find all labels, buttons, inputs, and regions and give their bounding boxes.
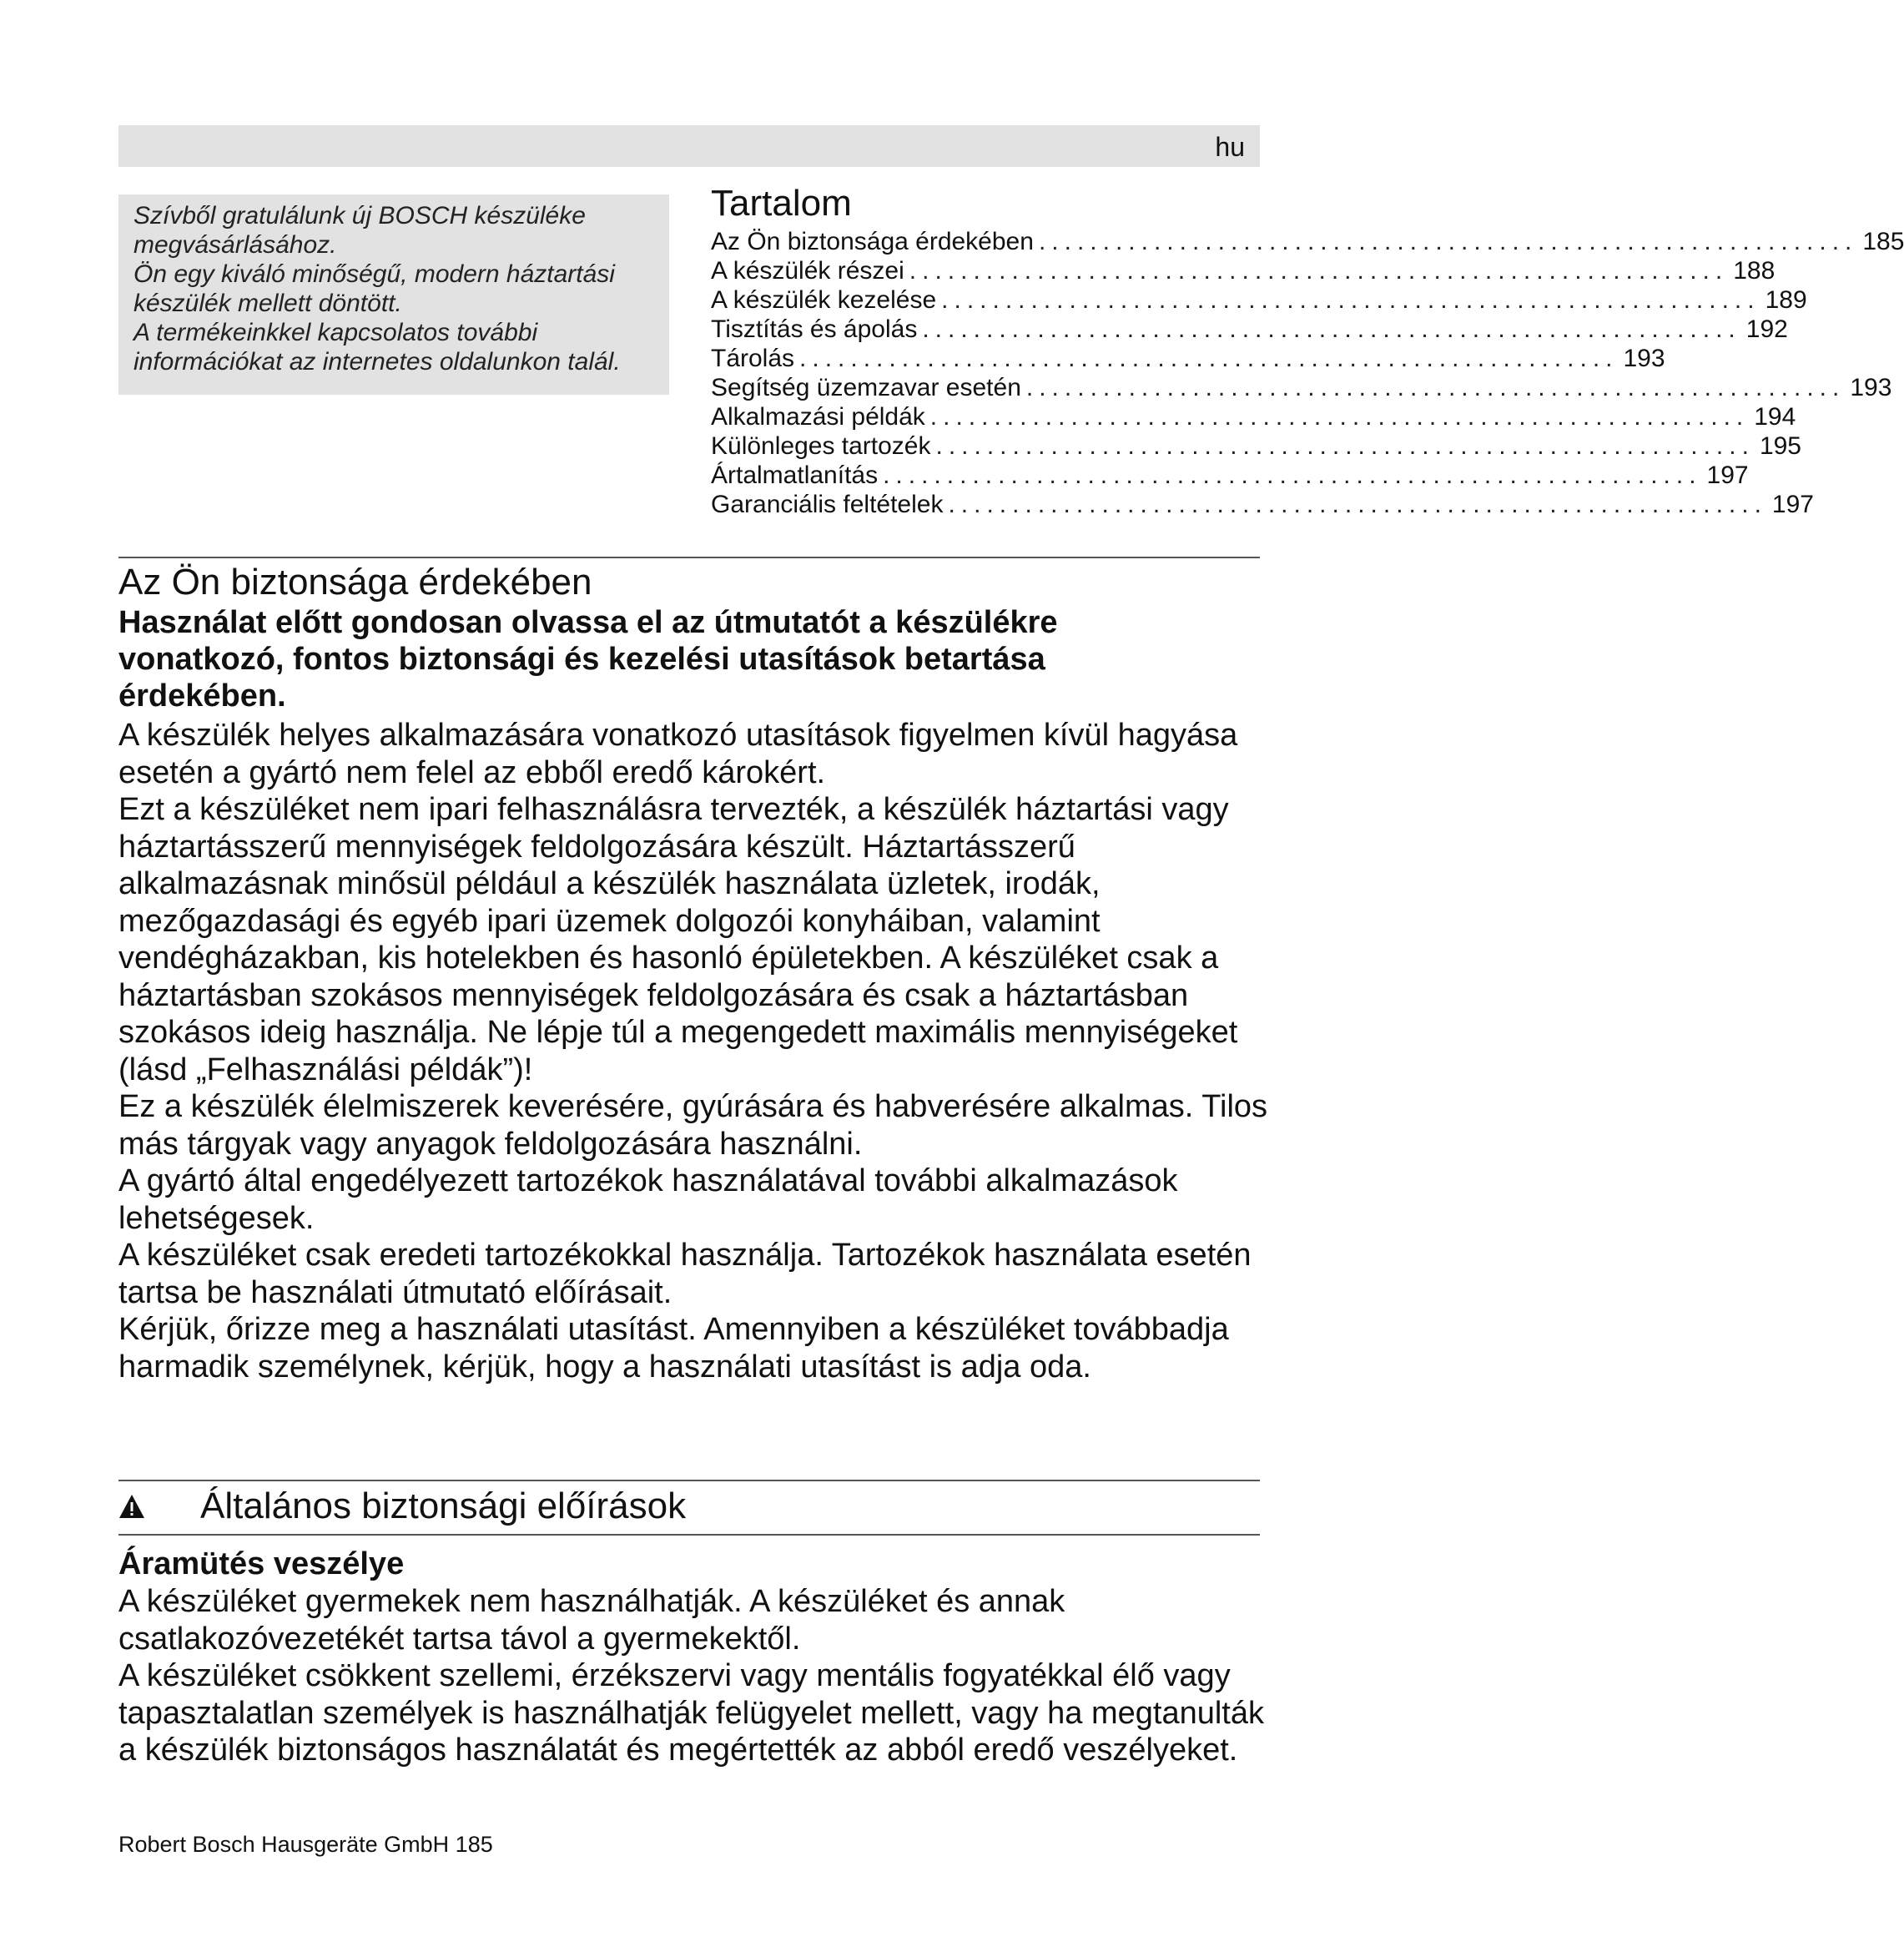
toc-item[interactable]: Különleges tartozék ................................................................ 195 — [711, 432, 1801, 460]
intro-line: A termékeinkkel kapcsolatos további — [133, 319, 538, 346]
toc-item[interactable]: Segítség üzemzavar esetén ................................................................ 193 — [711, 374, 1892, 401]
toc-item-page: 193 — [1850, 374, 1892, 401]
language-code: hu — [1215, 132, 1245, 162]
toc-item-page: 195 — [1759, 432, 1801, 460]
paragraph: Kérjük, őrizze meg a használati utasítást. Amennyiben a készüléket továbbadja harmadik személynek, kérjük, hogy a használati utasítást is adja oda. — [118, 1312, 1229, 1385]
paragraph: Ezt a készüléket nem ipari felhasználásra tervezték, a készülék háztartási vagy háztartásszerű mennyiségek feldolgozására készült. Háztartásszerű alkalmazásnak minősül például a készülék használata üzletek, irodák, mezőgazdasági és egyéb ipari üzemek dolgozói konyháiban, valamint vendégházakban, kis hotelekben és hasonló épületekben. A készüléket csak a háztartásban szokásos mennyiségek feldolgozására és csak a háztartásban szokásos ideig használja. Ne lépje túl a megengedett maximális mennyiségeket (lásd „Felhasználási példák”)! — [118, 792, 1238, 1087]
table-of-contents — [711, 182, 1904, 519]
intro-line: Szívből gratulálunk új BOSCH készüléke — [133, 202, 586, 229]
paragraph: A készülék helyes alkalmazására vonatkozó utasítások figyelmen kívül hagyása esetén a gyártó nem felel az ebből eredő károkért. — [118, 718, 1238, 790]
toc-item-label: Segítség üzemzavar esetén — [711, 374, 1021, 401]
toc-item-page: 189 — [1765, 286, 1807, 314]
safety-body — [118, 717, 1270, 1385]
toc-item-label: Különleges tartozék — [711, 432, 931, 460]
toc-item-page: 197 — [1771, 491, 1814, 518]
toc-title: Tartalom — [711, 183, 852, 224]
paragraph: A gyártó által engedélyezett tartozékok használatával további alkalmazások lehetségesek. — [118, 1163, 1178, 1236]
toc-item-label: Tárolás — [711, 345, 795, 372]
toc-item[interactable]: Ártalmatlanítás ................................................................ 197 — [711, 462, 1749, 489]
toc-item[interactable]: Tárolás ................................................................ 193 — [711, 345, 1665, 372]
toc-item[interactable]: Tisztítás és ápolás ................................................................ 192 — [711, 315, 1788, 343]
divider — [118, 1534, 1260, 1536]
divider — [118, 557, 1260, 558]
toc-item-page: 185 — [1862, 228, 1904, 255]
toc-item-page: 188 — [1733, 257, 1776, 285]
toc-item-label: Ártalmatlanítás — [711, 462, 879, 489]
paragraph: A készüléket csak eredeti tartozékokkal használja. Tartozékok használata esetén tartsa be használati útmutató előírásait. — [118, 1238, 1252, 1310]
toc-item-label: A készülék kezelése — [711, 286, 937, 314]
warning-triangle-icon — [118, 1494, 145, 1519]
paragraph: A készüléket csökkent szellemi, érzékszervi vagy mentális fogyatékkal élő vagy tapasztalatlan személyek is használhatják felügyelet mellett, vagy ha megtanulták a készülék biztonságos használatát és megértették az abból eredő veszélyeket. — [118, 1658, 1264, 1768]
intro-box — [118, 194, 669, 395]
general-safety-title: Általános biztonsági előírások — [200, 1485, 687, 1526]
toc-item[interactable]: Garanciális feltételek ................................................................ 197 — [711, 491, 1814, 518]
toc-item-page: 194 — [1754, 403, 1796, 431]
toc-item-page: 193 — [1623, 345, 1665, 372]
header-bar — [118, 125, 1260, 167]
section-title: Az Ön biztonsága érdekében — [118, 562, 592, 603]
toc-item-page: 192 — [1745, 315, 1788, 343]
intro-line: információkat az internetes oldalunkon talál. — [133, 348, 621, 376]
safety-intro: Használat előtt gondosan olvassa el az útmutatót a készülékre vonatkozó, fontos biztonsági és kezelési utasítások betartása érdekében. — [118, 605, 1058, 714]
general-body — [118, 1583, 1270, 1769]
toc-item-label: Az Ön biztonsága érdekében — [711, 228, 1034, 255]
intro-line: készülék mellett döntött. — [133, 290, 402, 317]
general-safety-heading — [118, 1481, 686, 1531]
intro-line: Ön egy kiváló minőségű, modern háztartási — [133, 260, 615, 288]
toc-item-label: A készülék részei — [711, 257, 904, 285]
toc-item-label: Tisztítás és ápolás — [711, 315, 918, 343]
paragraph: A készüléket gyermekek nem használhatják. A készüléket és annak csatlakozóvezetékét tartsa távol a gyermekektől. — [118, 1584, 1065, 1657]
toc-item-page: 197 — [1706, 462, 1749, 489]
toc-item-label: Alkalmazási példák — [711, 403, 925, 431]
subheading: Áramütés veszélye — [118, 1546, 405, 1581]
toc-item[interactable]: A készülék részei ................................................................ 188 — [711, 257, 1776, 285]
toc-item[interactable]: A készülék kezelése ................................................................ 189 — [711, 286, 1807, 314]
intro-line: megvásárlásához. — [133, 231, 337, 259]
toc-item[interactable]: Az Ön biztonsága érdekében ................................................................ 185 — [711, 228, 1904, 255]
paragraph: Ez a készülék élelmiszerek keverésére, gyúrására és habverésére alkalmas. Tilos más tárgyak vagy anyagok feldolgozására használni. — [118, 1089, 1268, 1162]
toc-item-label: Garanciális feltételek — [711, 491, 944, 518]
toc-item[interactable]: Alkalmazási példák ................................................................ 194 — [711, 403, 1796, 431]
footer: Robert Bosch Hausgeräte GmbH 185 — [118, 1832, 493, 1857]
